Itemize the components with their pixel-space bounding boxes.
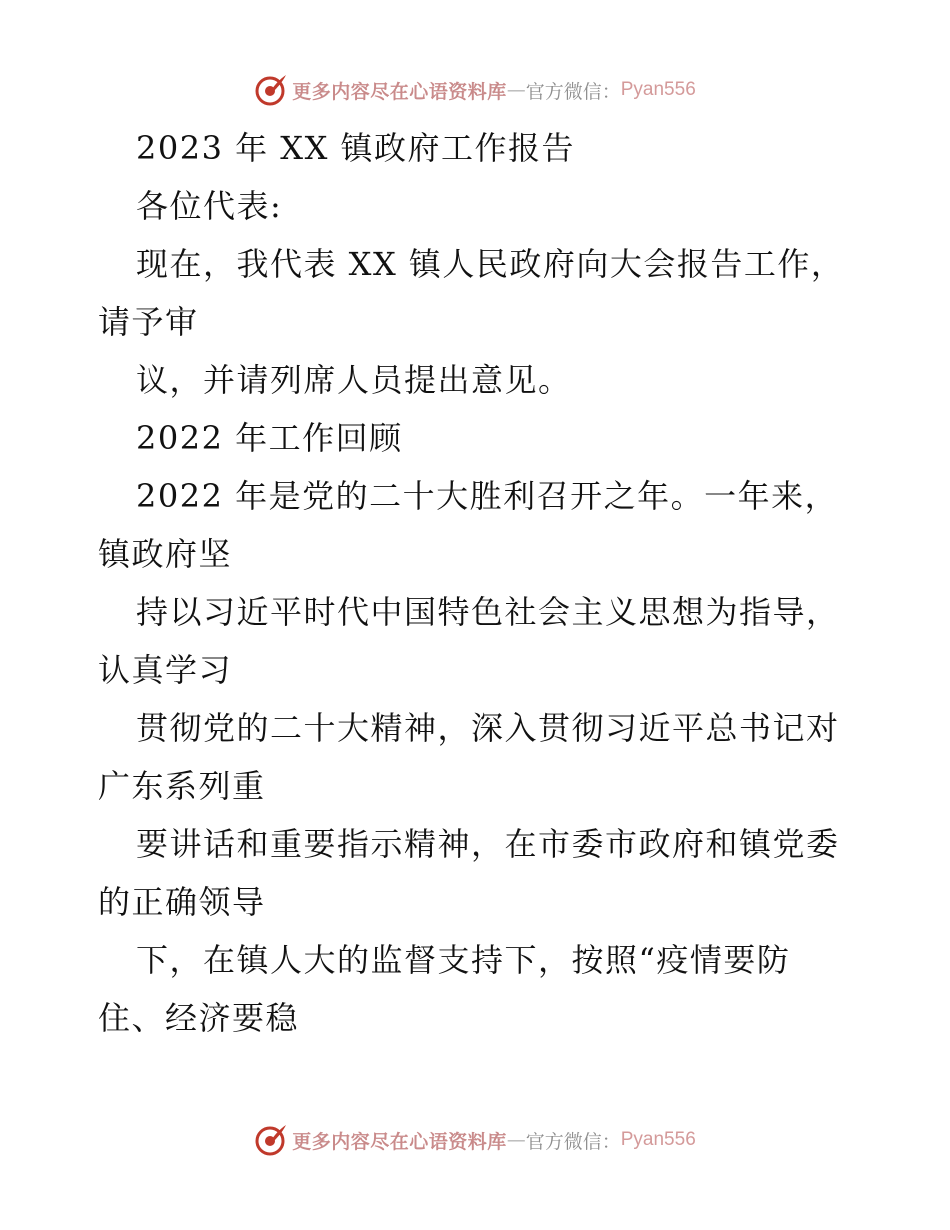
paragraph-line: 下，在镇人大的监督支持下，按照“疫情要防 [136, 941, 791, 979]
banner-separator: — [506, 1129, 526, 1151]
red-feather-logo-icon [254, 73, 288, 107]
banner-brand-text: 更多内容尽在心语资料库 [292, 1130, 507, 1153]
banner-brand-text: 更多内容尽在心语资料库 [292, 80, 507, 103]
paragraph-line: 贯彻党的二十大精神，深入贯彻习近平总书记对 [136, 709, 840, 747]
banner-wechat-label: 官方微信： [525, 80, 621, 103]
paragraph-line: 要讲话和重要指示精神，在市委市政府和镇党委 [136, 825, 840, 863]
banner-wechat-id: Pyan556 [620, 1129, 696, 1150]
red-feather-logo-icon [254, 1123, 288, 1157]
paragraph-line: 议，并请列席人员提出意见。 [136, 361, 572, 399]
paragraph-line: 请予审 [98, 303, 199, 341]
document-title: 2023 年 XX 镇政府工作报告 [136, 129, 576, 167]
footer-banner [0, 1120, 950, 1160]
paragraph-line: 住、经济要稳 [98, 999, 300, 1037]
paragraph-line: 镇政府坚 [98, 535, 233, 573]
paragraph-line: 的正确领导 [98, 883, 266, 921]
paragraph-line: 2022 年是党的二十大胜利召开之年。一年来， [136, 477, 839, 515]
banner-separator: — [506, 79, 526, 101]
header-banner [0, 70, 950, 110]
paragraph-line: 现在，我代表 XX 镇人民政府向大会报告工作， [136, 245, 845, 283]
document-salutation: 各位代表: [136, 187, 283, 225]
banner-wechat-id: Pyan556 [620, 79, 696, 100]
paragraph-line: 持以习近平时代中国特色社会主义思想为指导， [136, 593, 840, 631]
paragraph-line: 认真学习 [98, 651, 233, 689]
paragraph-line: 广东系列重 [98, 767, 266, 805]
banner-wechat-label: 官方微信： [525, 1130, 621, 1153]
section-heading: 2022 年工作回顾 [136, 419, 403, 457]
